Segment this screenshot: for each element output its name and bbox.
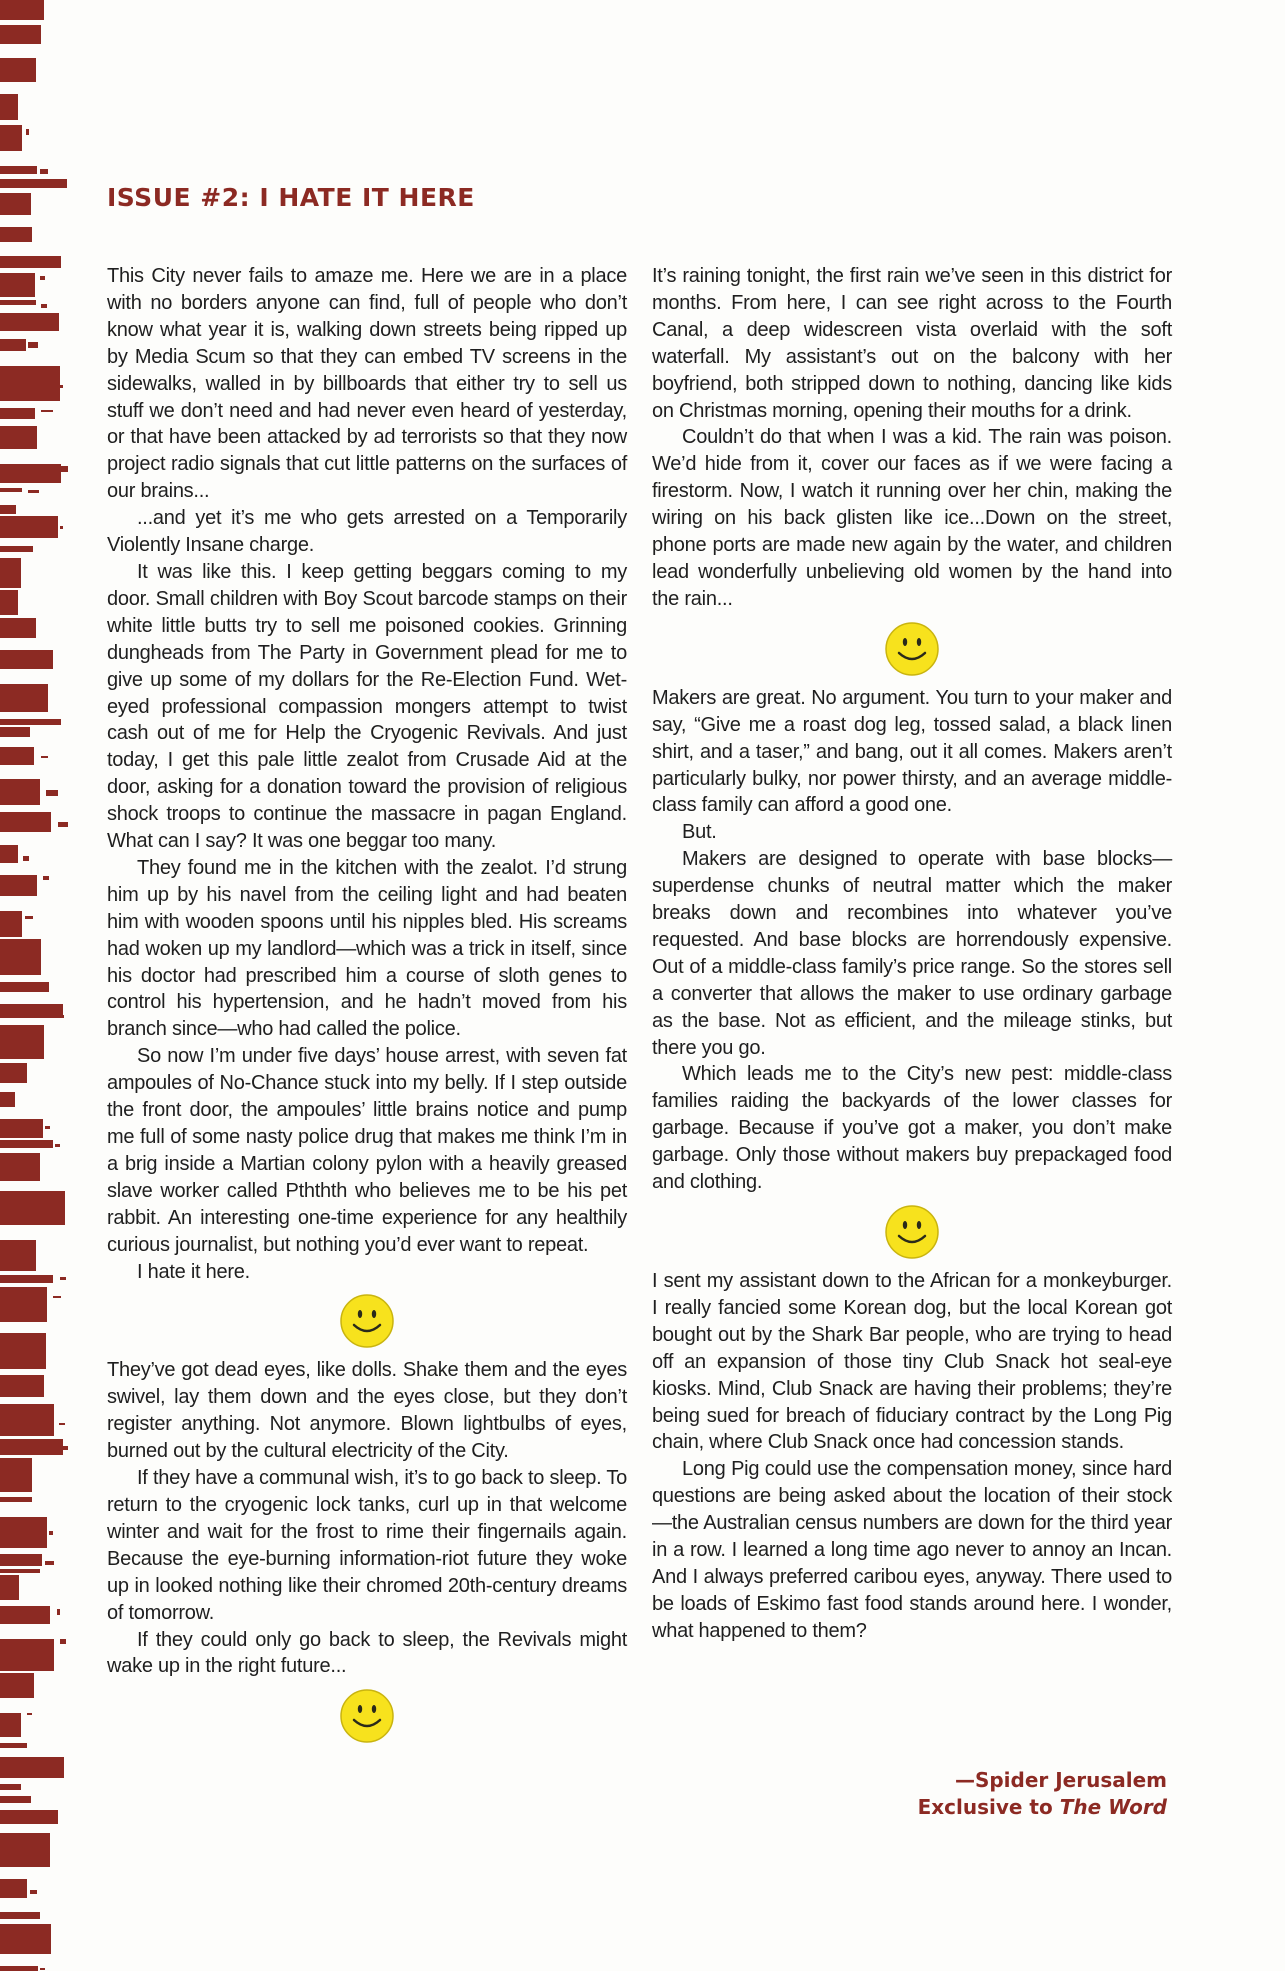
smiley-divider [107,1285,627,1357]
paragraph: If they have a communal wish, it’s to go back to sleep. To return to the cryogenic lock tanks, curl up in that welcome winter and wait for the frost to rime their fingernails again. Because the eye-burning information-riot future they woke up in looked nothing like their chromed 20th-century dreams of tomorrow. [107,1467,627,1624]
smiley-divider [652,613,1172,685]
paragraph: But. [682,821,717,844]
paragraph: Couldn’t do that when I was a kid. The rain was poison. We’d hide from it, cover our faces as if we were facing a firestorm. Now, I watch it running over her chin, making the wiring on his back glisten like ice...Down on the street, phone ports are made new again by the water, and children lead wonderfully unbelieving old women by the hand into the rain... [652,426,1172,610]
paragraph: ...and yet it’s me who gets arrested on a Temporarily Violently Insane charge. [107,507,627,557]
torn-red-margin-decoration [0,0,68,1971]
smiley-divider [107,1680,627,1752]
paragraph: It’s raining tonight, the first rain we’ve seen in this district for months. From here, I can see right across to the Fourth Canal, a deep widescreen vista overlaid with the soft waterfall. My assistant’s out on the balcony with her boyfriend, both stripped down to nothing, dancing like kids on Christmas morning, opening their mouths for a drink. [652,265,1172,422]
paragraph: Makers are designed to operate with base blocks—superdense chunks of neutral matter which the maker breaks down and recombines into whatever you’ve requested. And base blocks are horrendously expensive. Out of a middle-class family’s price range. So the stores sell a converter that allows the maker to use ordinary garbage as the base. Not as efficient, and the mileage stinks, but there you go. [652,848,1172,1059]
byline-prefix: Exclusive to [917,1795,1053,1819]
page-title: ISSUE #2: I HATE IT HERE [107,183,475,212]
paragraph: So now I’m under five days’ house arrest, with seven fat ampoules of No-Chance stuck into my belly. If I step outside the front door, the ampoules’ little brains notice and pump me full of some nasty police drug that makes me think I’m in a brig inside a Martian colony pylon with a heavily greased slave worker called Pththth who believes me to be his pet rabbit. An interesting one-time experience for any healthily curious journalist, but nothing you’d ever want to repeat. [107,1045,627,1256]
article-column-left [107,263,627,1752]
paragraph: They’ve got dead eyes, like dolls. Shake them and the eyes swivel, lay them down and the eyes close, but they don’t register anything. Not anymore. Blown lightbulbs of eyes, burned out by the cultural electricity of the City. [107,1359,627,1463]
smiley-face-icon [884,1204,940,1260]
smiley-face-icon [884,621,940,677]
paragraph: They found me in the kitchen with the zealot. I’d strung him up by his navel from the ceiling light and had beaten him with wooden spoons until his nipples bled. His screams had woken up my landlord—which was a trick in itself, since his doctor had prescribed him a course of sloth genes to control his hypertension, and he hadn’t moved from his branch since—who had called the police. [107,856,627,1041]
smiley-face-icon [339,1688,395,1744]
paragraph: Makers are great. No argument. You turn to your maker and say, “Give me a roast dog leg, tossed salad, a black linen shirt, and a taser,” and bang, out it all comes. Makers aren’t particularly bulky, nor power thirsty, and an average middle-class family can afford a good one. [652,686,1172,817]
paragraph: If they could only go back to sleep, the Revivals might wake up in the right future... [107,1628,627,1678]
author-name: —Spider Jerusalem [954,1768,1167,1792]
publication-name: The Word [1059,1795,1167,1819]
paragraph: Long Pig could use the compensation money, since hard questions are being asked about the location of their stock—the Australian census numbers are down for the third year in a row. I learned a long time ago never to annoy an Incan. And I always preferred caribou eyes, anyway. There used to be loads of Eskimo fast food stands around here. I wonder, what happened to them? [652,1458,1172,1642]
paragraph: I hate it here. [137,1260,250,1283]
paragraph: It was like this. I keep getting beggars coming to my door. Small children with Boy Scout barcode stamps on their white little butts try to sell me poisoned cookies. Grinning dungheads from The Party in Government plead for me to give up some of my dollars for the Re-Election Fund. Wet-eyed professional compassion mongers attempt to twist cash out of me for Help the Cryogenic Revivals. And just today, I get this pale little zealot from Crusade Aid at the door, asking for a donation toward the provision of religious shock troops to continue the massacre in pagan England. What can I say? It was one beggar too many. [107,560,627,853]
article-column-right [652,263,1172,1645]
smiley-face-icon [339,1293,395,1349]
signature-block [918,1767,1167,1821]
paragraph: I sent my assistant down to the African for a monkeyburger. I really fancied some Korean dog, but the local Korean got bought out by the Shark Bar people, who are trying to head off an expansion of those tiny Club Snack hot seal-eye kiosks. Mind, Club Snack are having their problems; they’re being sued for breach of fiduciary contract by the Long Pig chain, where Club Snack once had concession stands. [652,1270,1172,1454]
paragraph: Which leads me to the City’s new pest: middle-class families raiding the backyards of the lower classes for garbage. Because if you’ve got a maker, you don’t make garbage. Only those without makers buy prepackaged food and clothing. [652,1063,1172,1194]
smiley-divider [652,1196,1172,1268]
byline [918,1794,1167,1821]
paragraph: This City never fails to amaze me. Here we are in a place with no borders anyone can find, full of people who don’t know what year it is, walking down streets being ripped up by Media Scum so that they can embed TV screens in the sidewalks, walled in by billboards that either try to sell us stuff we don’t need and had never even heard of yesterday, or that have been attacked by ad terrorists so that they now project radio signals that cut little patterns on the surfaces of our brains... [107,265,627,503]
